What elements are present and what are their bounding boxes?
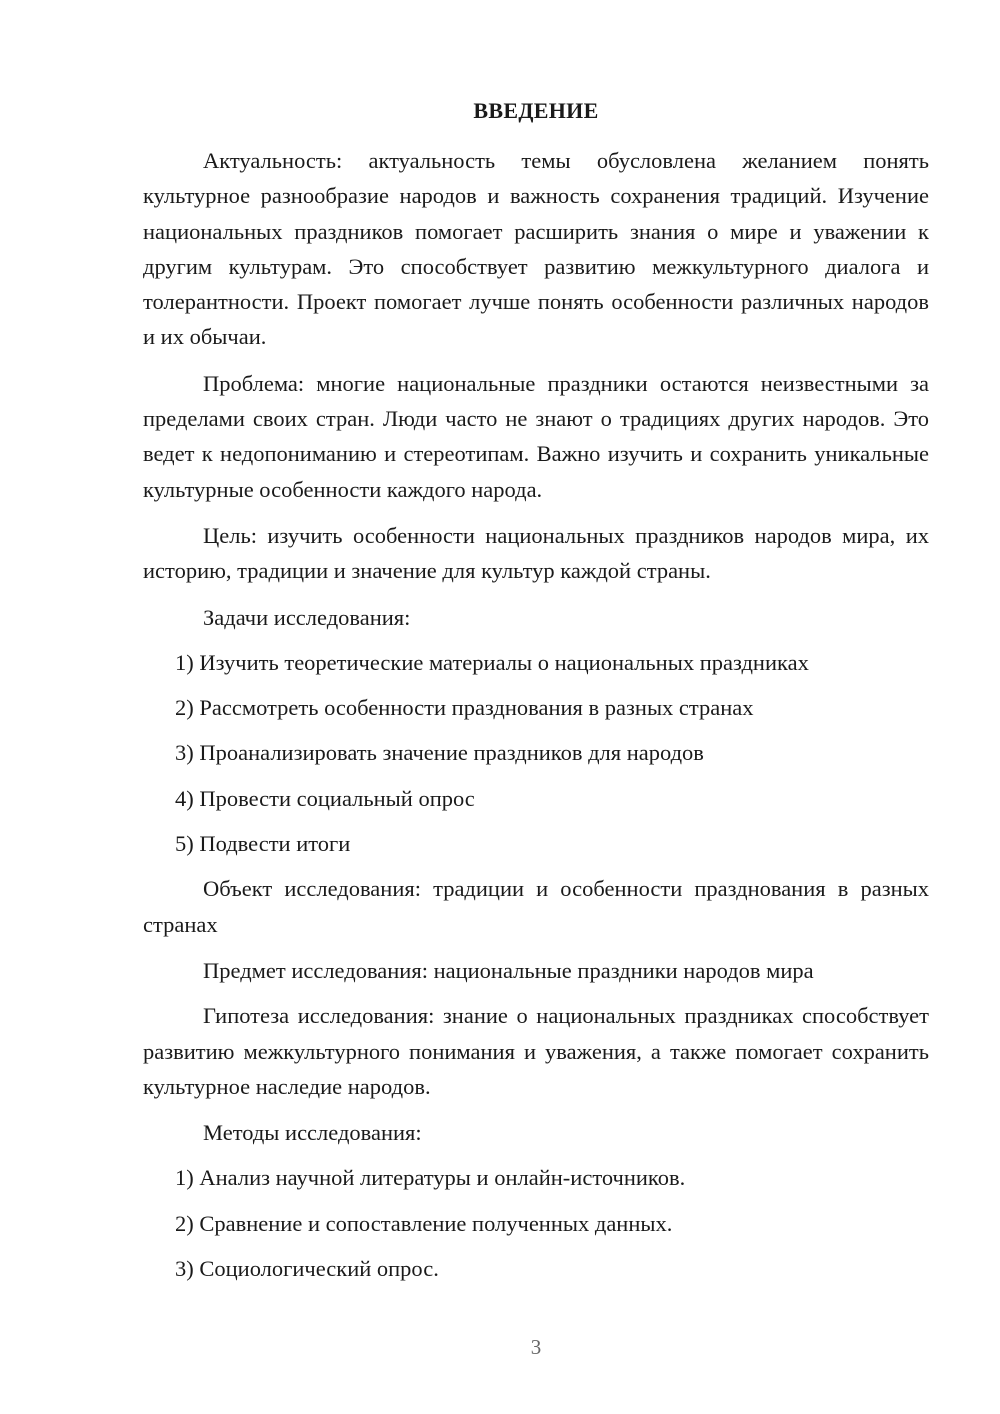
method-item: 2) Сравнение и сопоставление полученных данных. <box>175 1210 673 1236</box>
task-item: 1) Изучить теоретические материалы о национальных праздниках <box>175 649 809 675</box>
page-body <box>143 143 929 1296</box>
relevance-paragraph: Актуальность: актуальность темы обусловлена желанием понять культурное разнообразие народов и важность сохранения традиций. Изучение национальных праздников помогает расширить знания о мире и уважении к другим культурам. Это способствует развитию межкультурного диалога и толерантности. Проект помогает лучше понять особенности различных народов и их обычаи. <box>143 148 929 350</box>
task-item: 5) Подвести итоги <box>175 831 351 857</box>
task-item: 2) Рассмотреть особенности празднования в разных странах <box>175 695 754 721</box>
tasks-list <box>143 645 929 861</box>
task-item: 3) Проанализировать значение праздников для народов <box>175 740 704 766</box>
method-item: 3) Социологический опрос. <box>175 1256 439 1282</box>
task-item: 4) Провести социальный опрос <box>175 785 475 811</box>
hypothesis-paragraph: Гипотеза исследования: знание о национальных праздниках способствует развитию межкультурного понимания и уважения, а также помогает сохранить культурное наследие народов. <box>143 1003 929 1099</box>
page-number: 3 <box>530 1335 542 1359</box>
methods-heading: Методы исследования: <box>203 1120 422 1146</box>
tasks-heading: Задачи исследования: <box>203 604 411 630</box>
section-title: ВВЕДЕНИЕ <box>473 98 599 123</box>
method-item: 1) Анализ научной литературы и онлайн-источников. <box>175 1165 686 1191</box>
subject-paragraph: Предмет исследования: национальные праздники народов мира <box>203 957 814 983</box>
goal-paragraph: Цель: изучить особенности национальных праздников народов мира, их историю, традиции и значение для культур каждой страны. <box>143 522 929 584</box>
object-paragraph: Объект исследования: традиции и особенности празднования в разных странах <box>143 876 929 937</box>
methods-list <box>143 1160 929 1286</box>
problem-paragraph: Проблема: многие национальные праздники остаются неизвестными за пределами своих стран. Люди часто не знают о традициях других народов. Это ведет к недопониманию и стереотипам. Важно изучить и сохранить уникальные культурные особенности каждого народа. <box>143 370 929 502</box>
